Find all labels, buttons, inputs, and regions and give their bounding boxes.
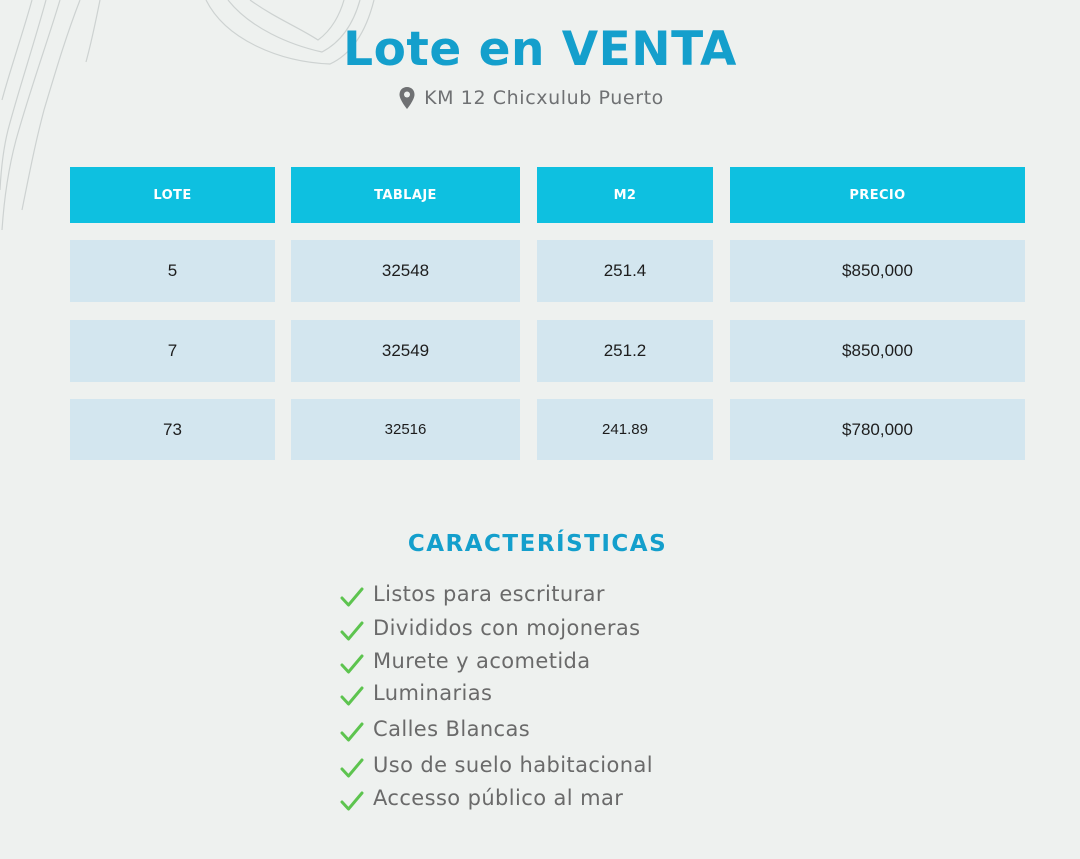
column-header-lote: LOTE: [70, 167, 275, 223]
column-header-tablaje: TABLAJE: [291, 167, 520, 223]
check-icon: [340, 586, 364, 608]
feature-item: [340, 715, 530, 743]
location-line: [0, 86, 1080, 110]
page-title: Lote en VENTA: [343, 22, 737, 77]
feature-text: Calles Blancas: [373, 717, 531, 741]
feature-item: [340, 580, 605, 608]
table-cell-m2: 251.2: [537, 320, 713, 382]
table-cell-precio: $780,000: [730, 399, 1025, 460]
table-cell-tablaje: 32516: [291, 399, 520, 460]
table-cell-tablaje: 32548: [291, 240, 520, 302]
feature-item: [340, 614, 640, 642]
check-icon: [340, 685, 364, 707]
feature-item: [340, 751, 653, 779]
column-header-precio: PRECIO: [730, 167, 1025, 223]
table-cell-lote: 7: [70, 320, 275, 382]
feature-text: Listos para escriturar: [373, 582, 605, 606]
table-cell-precio: $850,000: [730, 240, 1025, 302]
check-icon: [340, 653, 364, 675]
feature-text: Divididos con mojoneras: [373, 616, 641, 640]
feature-text: Luminarias: [373, 681, 493, 705]
table-cell-m2: 251.4: [537, 240, 713, 302]
check-icon: [340, 757, 364, 779]
check-icon: [340, 721, 364, 743]
feature-item: [340, 679, 492, 707]
column-header-m2: M2: [537, 167, 713, 223]
table-cell-m2: 241.89: [537, 399, 713, 460]
location-text: KM 12 Chicxulub Puerto: [424, 87, 664, 109]
table-cell-lote: 5: [70, 240, 275, 302]
feature-text: Uso de suelo habitacional: [373, 753, 653, 777]
feature-text: Accesso público al mar: [373, 786, 624, 810]
feature-text: Murete y acometida: [373, 649, 591, 673]
feature-item: [340, 647, 591, 675]
check-icon: [340, 790, 364, 812]
table-cell-tablaje: 32549: [291, 320, 520, 382]
check-icon: [340, 620, 364, 642]
map-pin-icon: [398, 86, 416, 110]
features-heading: CARACTERÍSTICAS: [407, 531, 668, 557]
feature-item: [340, 784, 623, 812]
table-cell-precio: $850,000: [730, 320, 1025, 382]
table-cell-lote: 73: [70, 399, 275, 460]
